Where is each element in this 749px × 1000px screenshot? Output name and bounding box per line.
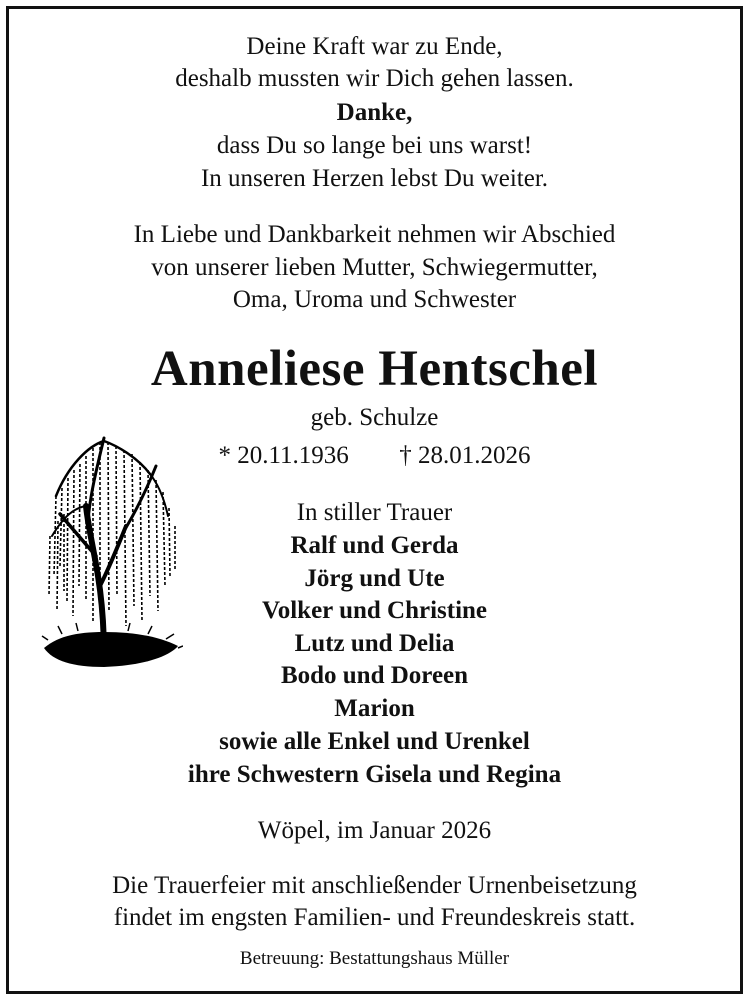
mourner-name: Jörg und Ute: [304, 565, 445, 592]
farewell-line-1: In Liebe und Dankbarkeit nehmen wir Abschied: [133, 221, 616, 248]
funeral-home-credit: Betreuung: Bestattungshaus Müller: [239, 948, 510, 969]
farewell-line-2: von unserer lieben Mutter, Schwiegermutter,: [151, 254, 598, 281]
death-date: † 28.01.2026: [399, 442, 531, 469]
intro-line-2: deshalb mussten wir Dich gehen lassen.: [175, 65, 574, 92]
intro-line-1: Deine Kraft war zu Ende,: [246, 33, 503, 60]
mourner-name: Ralf und Gerda: [290, 532, 459, 559]
birth-name: geb. Schulze: [310, 404, 439, 431]
mourner-name: sowie alle Enkel und Urenkel: [219, 728, 530, 755]
place-date: Wöpel, im Januar 2026: [257, 817, 492, 844]
funeral-line-2: findet im engsten Familien- und Freundeskreis statt.: [113, 904, 636, 931]
mourner-name: Lutz und Delia: [294, 630, 455, 657]
intro-line-5: In unseren Herzen lebst Du weiter.: [200, 165, 549, 192]
mourner-name: Bodo und Doreen: [280, 662, 469, 689]
funeral-line-1: Die Trauerfeier mit anschließender Urnenbeisetzung: [112, 872, 637, 899]
intro-thanks: Danke,: [336, 99, 413, 126]
farewell-line-3: Oma, Uroma und Schwester: [232, 286, 517, 313]
mourner-name: Volker und Christine: [261, 597, 488, 624]
deceased-name: Anneliese Hentschel: [150, 341, 599, 397]
intro-line-4: dass Du so lange bei uns warst!: [216, 132, 533, 159]
mourners-intro: In stiller Trauer: [296, 499, 453, 526]
mourner-name: Marion: [334, 695, 415, 722]
birth-date: * 20.11.1936: [218, 442, 349, 469]
mourner-name: ihre Schwestern Gisela und Regina: [187, 761, 562, 788]
